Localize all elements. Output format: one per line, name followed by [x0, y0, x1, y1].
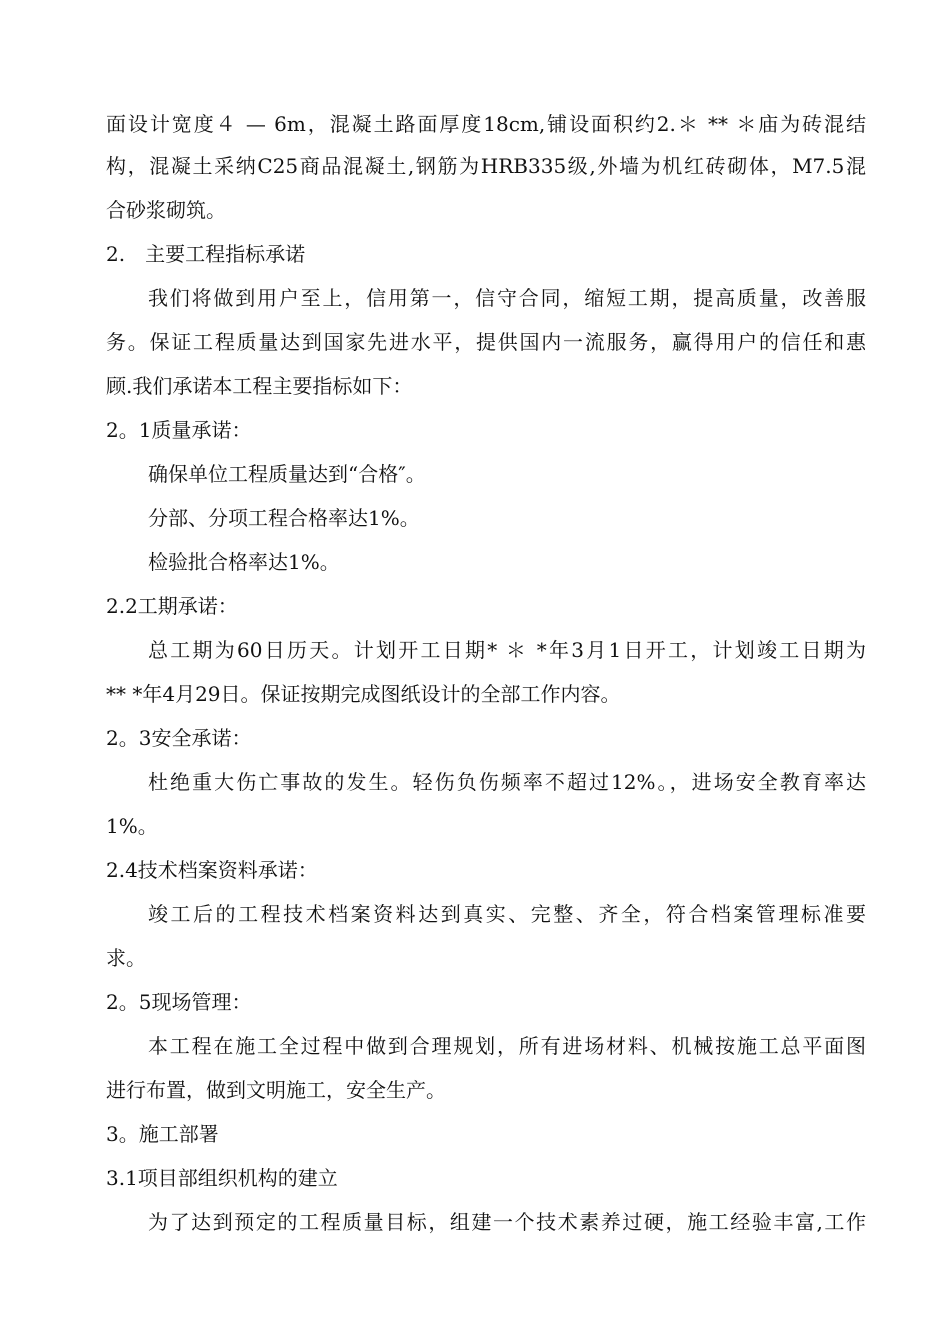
body-text-line: 构，混凝土采纳C25商品混凝土,钢筋为HRB335级,外墙为机红砖砌体，M7.5混: [106, 154, 866, 178]
subsection-heading: 2。3安全承诺：: [106, 726, 252, 750]
body-text-line: 分部、分项工程合格率达1%。: [148, 506, 420, 530]
subsection-heading: 2。5现场管理：: [106, 990, 252, 1014]
body-text-line: 总工期为60日历天。计划开工日期* ＊ *年3月1日开工，计划竣工日期为: [148, 638, 866, 662]
subsection-heading: 2.2工期承诺：: [106, 594, 238, 618]
subsection-heading: 3.1项目部组织机构的建立: [106, 1166, 338, 1190]
body-text-line: 求。: [106, 946, 146, 970]
body-text-line: 竣工后的工程技术档案资料达到真实、完整、齐全，符合档案管理标准要: [148, 902, 866, 926]
body-text-line: 确保单位工程质量达到“合格″。: [148, 462, 426, 486]
body-text-line: 务。保证工程质量达到国家先进水平，提供国内一流服务，赢得用户的信任和惠: [106, 330, 866, 354]
subsection-heading: 2.4技术档案资料承诺：: [106, 858, 318, 882]
section-heading: 2. 主要工程指标承诺: [106, 242, 306, 266]
body-text-line: 合砂浆砌筑。: [106, 198, 226, 222]
body-text-line: 进行布置，做到文明施工，安全生产。: [106, 1078, 446, 1102]
body-text-line: 顾.我们承诺本工程主要指标如下：: [106, 374, 413, 398]
body-text-line: 检验批合格率达1%。: [148, 550, 340, 574]
section-heading: 3。施工部署: [106, 1122, 219, 1146]
body-text-line: 我们将做到用户至上，信用第一，信守合同，缩短工期，提高质量，改善服: [148, 286, 866, 310]
body-text-line: ** *年4月29日。保证按期完成图纸设计的全部工作内容。: [106, 682, 621, 706]
body-text-line: 杜绝重大伤亡事故的发生。轻伤负伤频率不超过12%。，进场安全教育率达: [148, 770, 866, 794]
body-text-line: 面设计宽度４ — 6m，混凝土路面厚度18cm,铺设面积约2.＊ ** ＊庙为砖混结: [106, 112, 866, 136]
body-text-line: 为了达到预定的工程质量目标，组建一个技术素养过硬，施工经验丰富,工作: [148, 1210, 866, 1234]
subsection-heading: 2。1质量承诺：: [106, 418, 252, 442]
body-text-line: 本工程在施工全过程中做到合理规划，所有进场材料、机械按施工总平面图: [148, 1034, 866, 1058]
body-text-line: 1%。: [106, 814, 158, 838]
